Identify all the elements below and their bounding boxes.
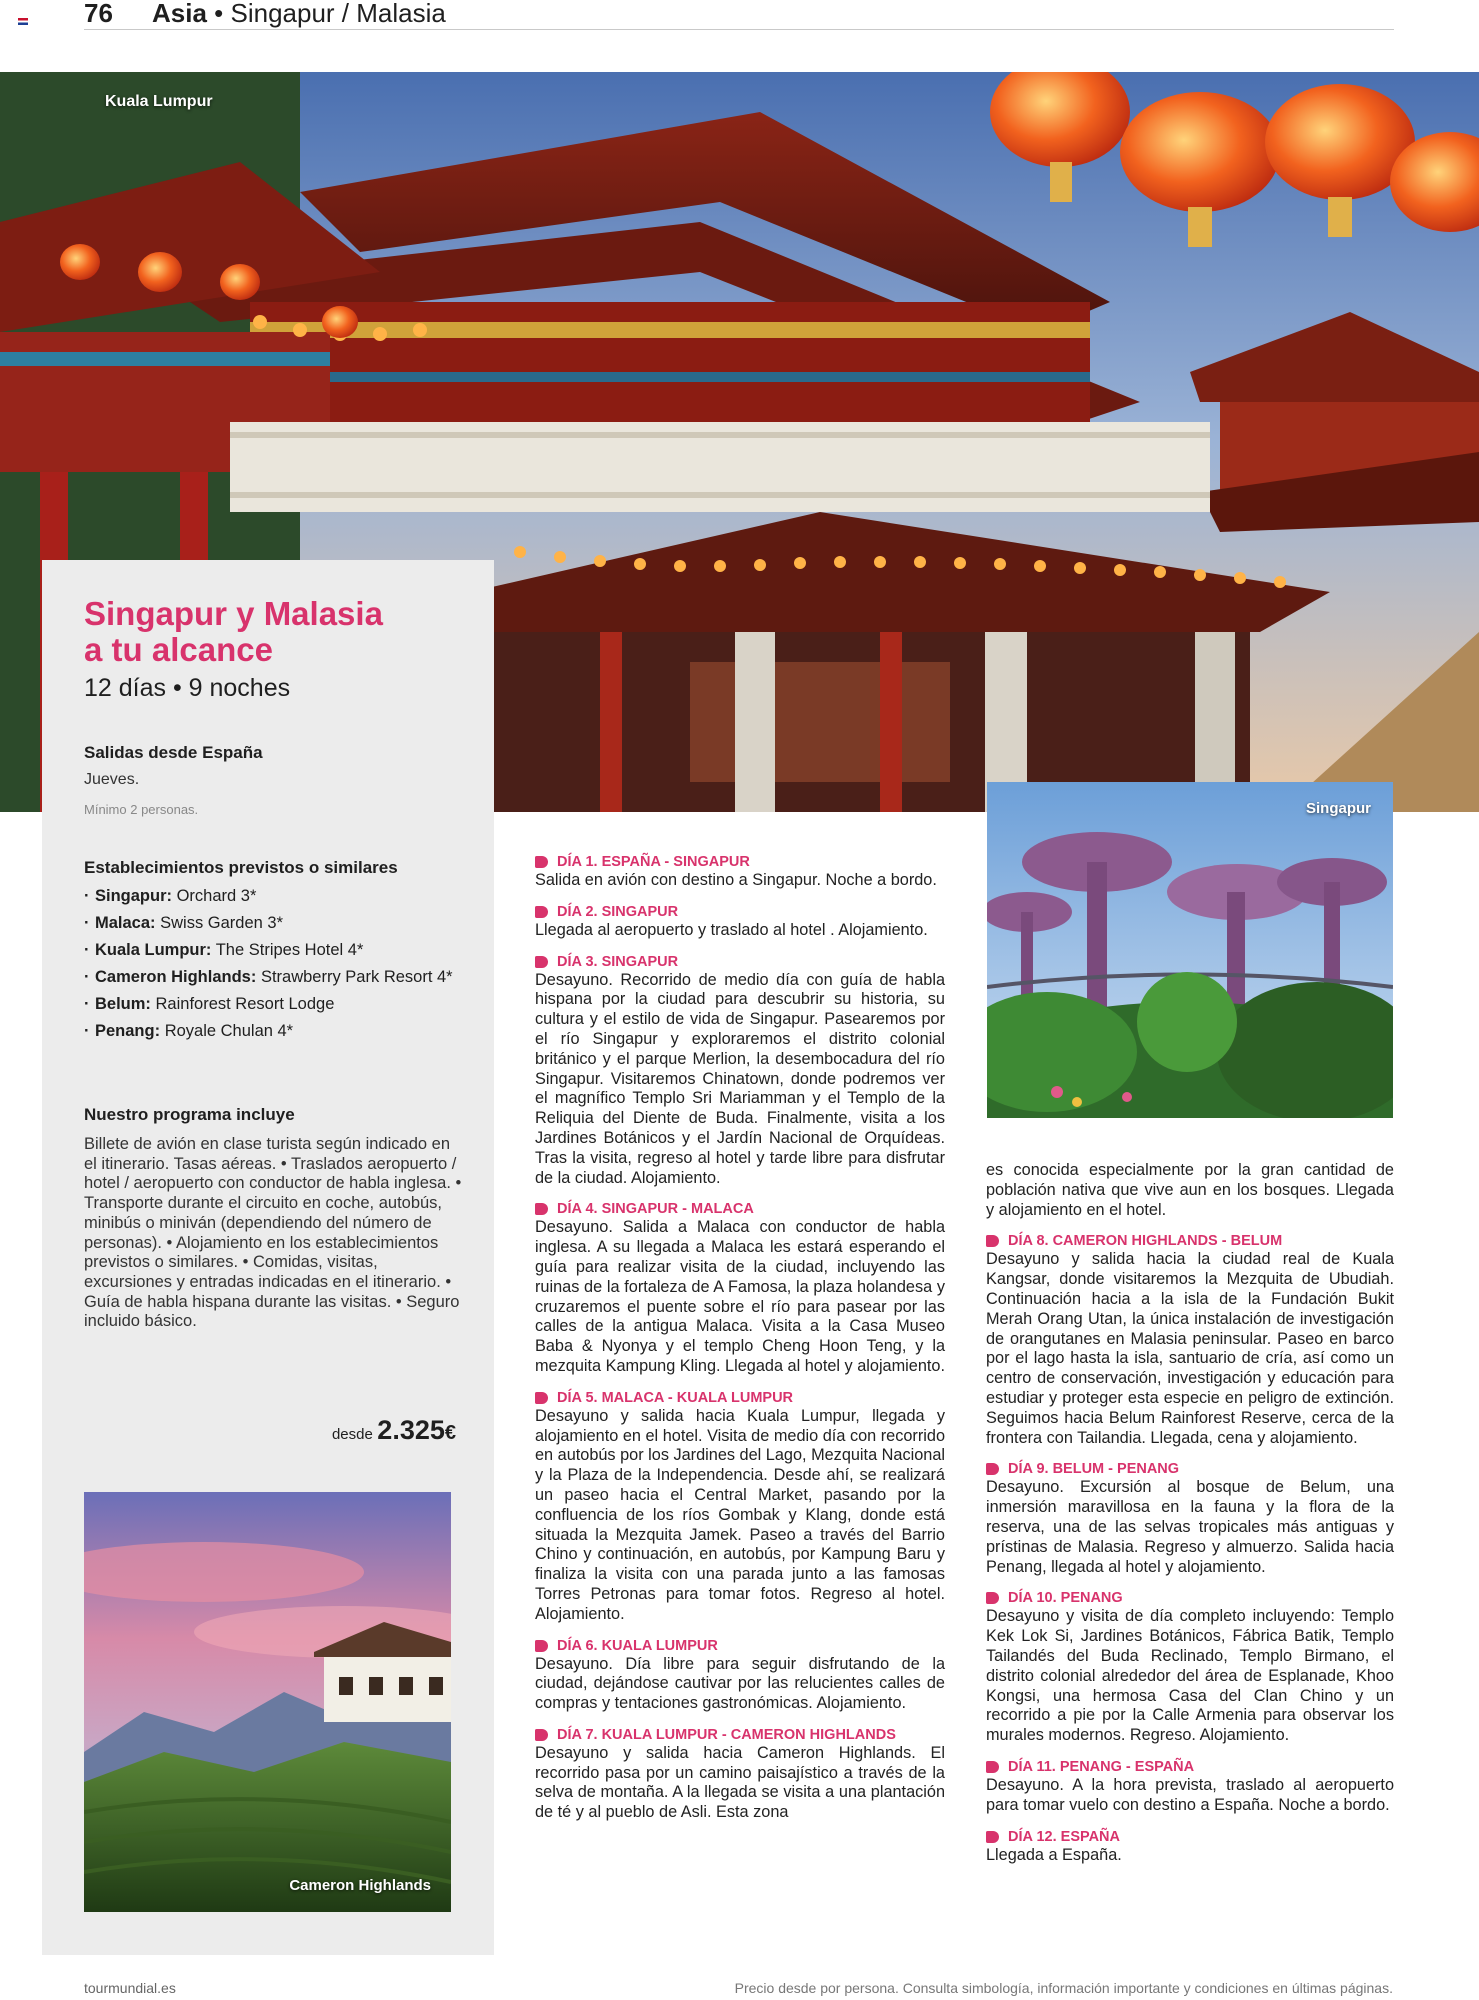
departures-heading: Salidas desde España (84, 743, 263, 762)
footer-disclaimer: Precio desde por persona. Consulta simbología, información importante y condiciones en últimas páginas. (734, 1980, 1393, 1996)
hotel-name: Swiss Garden 3* (160, 914, 284, 932)
price-prefix: desde (331, 1426, 373, 1443)
trip-title (84, 596, 464, 668)
hotel-item (84, 940, 464, 960)
page-heading (152, 0, 446, 29)
cameron-caption: Cameron Highlands (289, 1877, 431, 1894)
itinerary-column-1 (535, 853, 945, 1835)
hotel-item (84, 1021, 464, 1041)
itinerary-day (986, 1589, 1394, 1746)
cameron-highlands-photo (84, 1492, 451, 1912)
day-text: Desayuno. A la hora prevista, traslado al aeropuerto para tomar vuelo con destino a España. Noche a bordo. (986, 1775, 1394, 1814)
day-title: DÍA 1. ESPAÑA - SINGAPUR (535, 853, 945, 871)
itinerary-day (986, 1232, 1394, 1448)
hotel-city: Belum: (95, 995, 151, 1013)
itinerary-day (535, 953, 945, 1189)
itinerary-day (535, 853, 945, 891)
singapore-photo (987, 782, 1393, 1118)
destination-label: Singapur / Malasia (230, 0, 446, 28)
price-value: 2.325 (377, 1415, 445, 1445)
departures-day: Jueves. (84, 771, 140, 788)
hotel-item (84, 913, 464, 933)
includes-heading: Nuestro programa incluye (84, 1105, 295, 1124)
itinerary-day (535, 1726, 945, 1823)
includes-text: Billete de avión en clase turista según indicado en el itinerario. Tasas aéreas. • Traslados aeropuerto / hotel / aeropuerto con conductor de habla inglesa. • Transporte durante el circuito en coche, autobús, minibús o miniván (dependiendo del número de personas). • Alojamiento en los establecimientos previstos o similares. • Comidas, visitas, excursiones y entradas indicadas en el itinerario. • Guía de habla hispana durante las visitas. • Seguro incluido básico. (84, 1135, 462, 1331)
itinerary-day (535, 1389, 945, 1625)
hotel-city: Cameron Highlands: (95, 968, 257, 986)
info-panel (42, 560, 494, 1955)
hotel-item (84, 886, 464, 906)
trip-title-line-1: Singapur y Malasia (84, 595, 383, 632)
itinerary-day (535, 903, 945, 941)
day-title: DÍA 3. SINGAPUR (535, 953, 945, 971)
day-title: DÍA 9. BELUM - PENANG (986, 1460, 1394, 1478)
hero-caption: Kuala Lumpur (105, 93, 213, 110)
hotel-city: Penang: (95, 1022, 161, 1040)
day-title: DÍA 11. PENANG - ESPAÑA (986, 1758, 1394, 1776)
page-number: 76 (84, 0, 113, 28)
trip-title-line-2: a tu alcance (84, 631, 273, 668)
hotel-item (84, 994, 464, 1014)
itinerary-day (535, 1200, 945, 1376)
price-block (262, 1415, 494, 1446)
day-text: Llegada a España. (986, 1845, 1122, 1864)
trip-duration: 12 días • 9 noches (84, 674, 291, 702)
day-text: Desayuno y salida hacia Cameron Highlands. El recorrido pasa por un camino paisajístico a través de la selva de montaña. A la llegada se visita a una plantación de té y al pueblo de Asli. Esta zona (535, 1743, 945, 1822)
day-text: Desayuno. Día libre para seguir disfrutando de la ciudad, dejándose cautivar por las relucientes calles de compras y tentaciones gastronómicas. Alojamiento. (535, 1654, 945, 1713)
header-separator: • (214, 0, 224, 28)
day-title: DÍA 5. MALACA - KUALA LUMPUR (535, 1389, 945, 1407)
itinerary-day (535, 1637, 945, 1714)
day-title: DÍA 12. ESPAÑA (986, 1828, 1394, 1846)
day-title: DÍA 4. SINGAPUR - MALACA (535, 1200, 945, 1218)
flag-icon (18, 18, 28, 25)
hotel-name: The Stripes Hotel 4* (215, 941, 364, 959)
day-title: DÍA 6. KUALA LUMPUR (535, 1637, 945, 1655)
singapore-caption: Singapur (1305, 800, 1371, 817)
page-header (84, 0, 1394, 30)
hotel-item (84, 967, 464, 987)
hotels-heading: Establecimientos previstos o similares (84, 858, 398, 877)
day-text: Desayuno. Excursión al bosque de Belum, una inmersión maravillosa en la fauna y la flora de la reserva, una de las selvas tropicales más antiguas y prístinas de Malasia. Regreso y almuerzo. Salida hacia Penang, llegada al hotel y alojamiento. (986, 1478, 1394, 1576)
day-text: Desayuno y visita de día completo incluyendo: Templo Kek Lok Si, Jardines Botánicos, Fábrica Batik, Templo Tailandés del Buda Reclinado, Templo Birmano, el distrito colonial alrededor del área de Esplanade, Khoo Kongsi, una hermosa Casa del Clan Chino y un recorrido a pie por la Calle Armenia para observar los murales modernos. Regreso. Alojamiento. (986, 1607, 1394, 1745)
itinerary-column-2 (986, 1161, 1394, 1877)
hotel-name: Royale Chulan 4* (164, 1022, 294, 1040)
hotel-name: Orchard 3* (176, 887, 257, 905)
day-text: Desayuno. Recorrido de medio día con guía de habla hispana por la ciudad para descubrir su historia, su cultura y el estilo de vida de Singapur. Pasearemos por el río Singapur y exploraremos el distrito colonial británico y el parque Merlion, la desembocadura del río Singapur. Visitaremos Chinatown, donde podremos ver el magnífico Templo Sri Mariamman y el Templo de la Reliquia del Diente de Buda. Finalmente, visita a los Jardines Botánicos y el Jardín Nacional de Orquídeas. Tras la visita, regreso al hotel y tarde libre para disfrutar de la ciudad. Alojamiento. (535, 970, 945, 1187)
hotel-city: Malaca: (95, 914, 156, 932)
day-title: DÍA 10. PENANG (986, 1589, 1394, 1607)
hotels-list (84, 886, 464, 1048)
itinerary-day (986, 1758, 1394, 1816)
day-7-continuation: es conocida especialmente por la gran cantidad de población nativa que vive aun en los bosques. Llegada y alojamiento en el hotel. (986, 1161, 1394, 1219)
itinerary-day (986, 1460, 1394, 1577)
day-text: Llegada al aeropuerto y traslado al hotel . Alojamiento. (535, 920, 928, 939)
hotel-city: Kuala Lumpur: (95, 941, 212, 959)
day-text: Desayuno. Salida a Malaca con conductor de habla inglesa. A su llegada a Malaca les estará esperando el guía para realizar visita de la ciudad, incluyendo las ruinas de la fortaleza de A Famosa, la plaza holandesa y cruzaremos el puente sobre el río para pasear por las calles de la antigua Malaca. Visita a la Casa Museo Baba & Nyonya y el templo Cheng Hoon Teng, y la mezquita Kampung Kling. Llegada al hotel y alojamiento. (535, 1218, 946, 1375)
footer-site[interactable]: tourmundial.es (84, 1980, 176, 1996)
day-title: DÍA 8. CAMERON HIGHLANDS - BELUM (986, 1232, 1394, 1250)
day-title: DÍA 2. SINGAPUR (535, 903, 945, 921)
day-text: Desayuno y salida hacia Kuala Lumpur, llegada y alojamiento en el hotel. Visita de medio día con recorrido en autobús por los Jardines del Lago, Mezquita Nacional y la Plaza de la Independencia. Desde ahí, se realizará un paseo hacia el Central Market, pasando por la confluencia de los ríos Gombak y Klang, donde está situada la Mezquita Jamek. Paseo a través del Barrio Chino y continuación, en autobús, por Kampung Baru y finaliza la visita con una parada junto a las famosas Torres Petronas para tomar fotos. Regreso al hotel. Alojamiento. (535, 1406, 946, 1623)
min-people-note: Mínimo 2 personas. (84, 802, 199, 817)
day-text: Salida en avión con destino a Singapur. Noche a bordo. (535, 871, 937, 889)
itinerary-day (986, 1828, 1394, 1866)
gardens-by-the-bay-illustration (987, 782, 1393, 1118)
hotel-city: Singapur: (95, 887, 172, 905)
hotel-name: Strawberry Park Resort 4* (260, 968, 453, 986)
region-label: Asia (152, 0, 207, 28)
day-title: DÍA 7. KUALA LUMPUR - CAMERON HIGHLANDS (535, 1726, 945, 1744)
day-text: Desayuno y salida hacia la ciudad real de Kuala Kangsar, donde visitaremos la Mezquita de Ubudiah. Continuación hacia a la isla de la Fundación Bukit Merah Orang Utan, la única instalación de investigación de orangutanes en Malasia peninsular. Paseo en barco por el lago hasta la isla, santuario de cría, así como un centro de conservación, investigación y educación para estudiar y proteger esta especie en peligro de extinción. Seguimos hacia Belum Rainforest Reserve, cerca de la frontera con Tailandia. Llegada, cena y alojamiento. (986, 1250, 1394, 1447)
hotel-name: Rainforest Resort Lodge (155, 995, 335, 1013)
price-currency: € (444, 1422, 456, 1444)
tea-plantation-illustration (84, 1492, 451, 1912)
